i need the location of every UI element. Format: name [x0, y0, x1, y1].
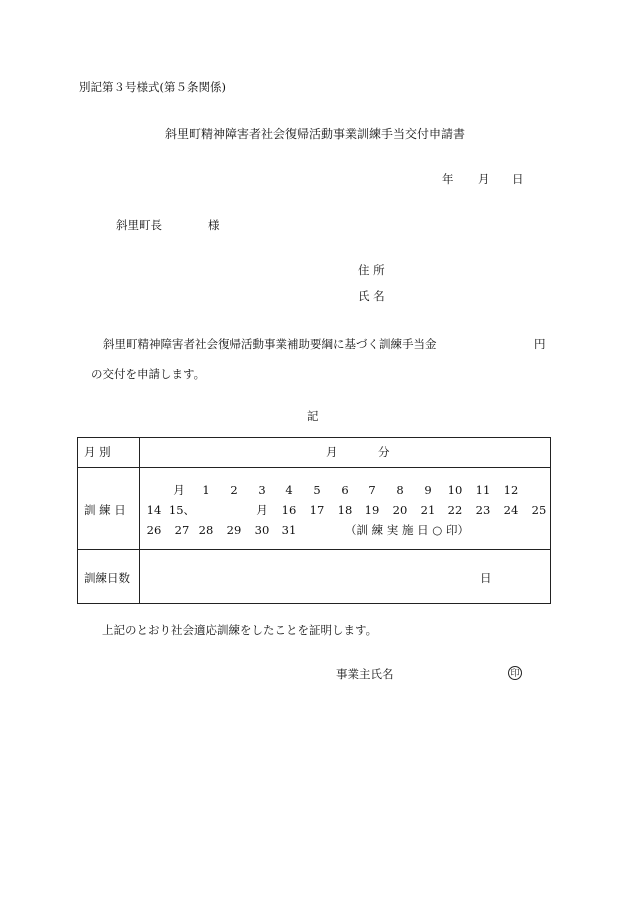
day-cell: 29 — [226, 523, 242, 537]
month-value-month: 月 — [326, 445, 338, 459]
day-cell: 14 — [146, 503, 162, 517]
table-divider — [139, 438, 140, 603]
ki-label: 記 — [307, 409, 319, 423]
month-prefix: 月 — [173, 483, 185, 497]
day-cell: 20 — [392, 503, 408, 517]
day-cell: 7 — [368, 483, 376, 497]
addressee-name: 斜里町長 — [116, 218, 162, 232]
day-cell: 26 — [146, 523, 162, 537]
certification-text: 上記のとおり社会適応訓練をしたことを証明します。 — [102, 623, 378, 637]
day-cell: 10 — [447, 483, 463, 497]
month-header: 月 別 — [84, 445, 111, 459]
day-cell: 30 — [254, 523, 270, 537]
day-cell: 15、 — [168, 503, 196, 517]
day-cell: 25 — [531, 503, 547, 517]
address-label: 住 所 — [358, 263, 385, 277]
day-cell: 24 — [503, 503, 519, 517]
day-cell: 27 — [174, 523, 190, 537]
table-divider — [78, 549, 550, 550]
day-cell: 31 — [281, 523, 297, 537]
day-cell: 18 — [337, 503, 353, 517]
day-cell: 21 — [420, 503, 436, 517]
application-body-line1: 斜里町精神障害者社会復帰活動事業補助要綱に基づく訓練手当金 — [103, 337, 437, 351]
day-cell: 8 — [396, 483, 404, 497]
application-body-line2: の交付を申請します。 — [91, 367, 206, 381]
currency-unit: 円 — [534, 337, 546, 351]
day-cell: 6 — [341, 483, 349, 497]
day-cell: 4 — [285, 483, 293, 497]
day-cell: 12 — [503, 483, 519, 497]
day-cell: 22 — [447, 503, 463, 517]
date-year-label: 年 — [442, 172, 454, 186]
table-divider — [78, 467, 550, 468]
training-table — [77, 437, 551, 604]
business-owner-label: 事業主氏名 — [336, 667, 394, 681]
day-cell: 月 — [256, 503, 268, 517]
day-cell: 11 — [475, 483, 491, 497]
day-cell: 19 — [364, 503, 380, 517]
day-cell: 17 — [309, 503, 325, 517]
day-cell: 2 — [230, 483, 238, 497]
day-cell: 1 — [202, 483, 210, 497]
training-day-note: （訓 練 実 施 日 ○ 印） — [345, 523, 469, 537]
training-count-unit: 日 — [480, 571, 492, 585]
day-cell: 16 — [281, 503, 297, 517]
training-days-label: 訓 練 日 — [84, 503, 126, 517]
date-day-label: 日 — [512, 172, 524, 186]
training-count-label: 訓練日数 — [84, 571, 130, 585]
form-number-label: 別記第３号様式(第５条関係) — [79, 80, 226, 94]
document-title: 斜里町精神障害者社会復帰活動事業訓練手当交付申請書 — [165, 127, 466, 141]
day-grid-row-1 — [140, 483, 540, 497]
seal-mark: 印 — [508, 666, 522, 680]
name-label: 氏 名 — [358, 289, 385, 303]
day-grid-row-2 — [140, 503, 547, 517]
addressee-honorific: 様 — [208, 218, 220, 232]
day-cell: 23 — [475, 503, 491, 517]
day-cell: 5 — [313, 483, 321, 497]
day-grid-row-3 — [140, 523, 540, 537]
month-value-bun: 分 — [378, 445, 390, 459]
day-cell: 9 — [424, 483, 432, 497]
date-month-label: 月 — [478, 172, 490, 186]
day-cell: 28 — [198, 523, 214, 537]
day-cell: 3 — [258, 483, 266, 497]
